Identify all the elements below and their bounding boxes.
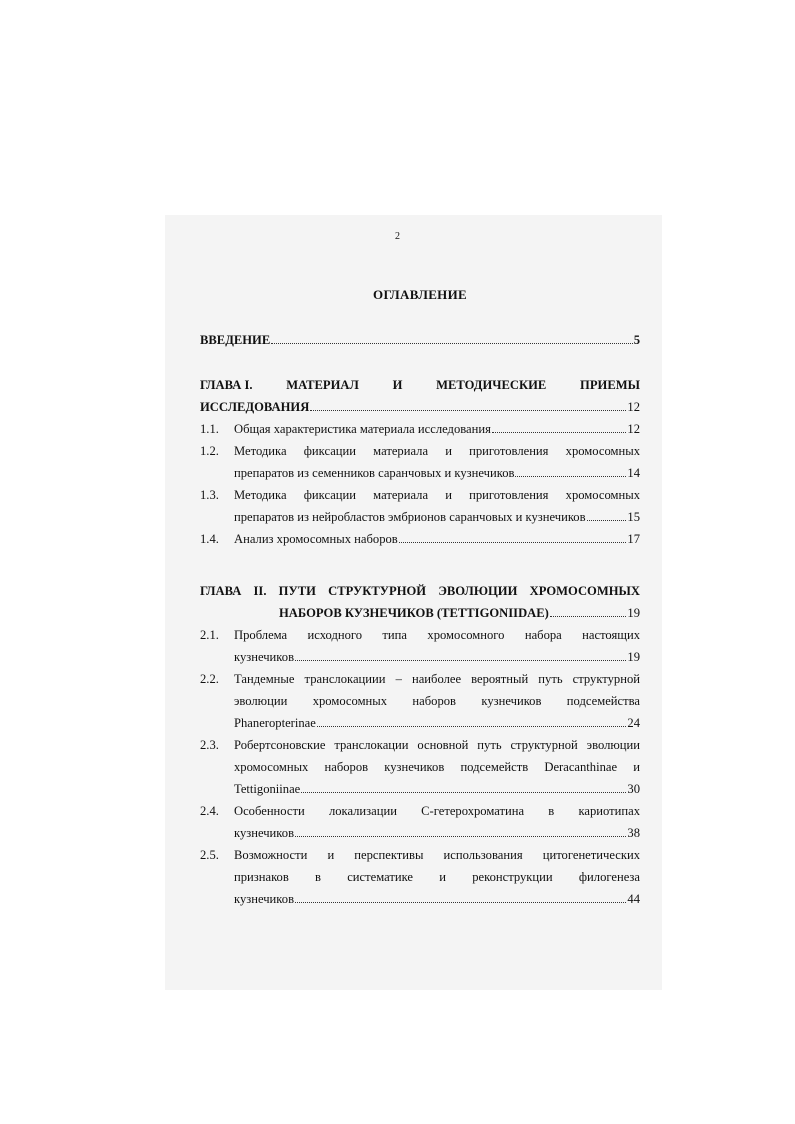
toc-item-text: Тандемные транслокациии – наиболее вероятный путь структурной — [234, 672, 640, 686]
toc-item-1-2 — [200, 440, 640, 484]
toc-intro-label: ВВЕДЕНИЕ — [200, 333, 271, 347]
toc-item-number: 2.4. — [200, 804, 219, 818]
toc-item-text: Методика фиксации материала и приготовления хромосомных — [234, 444, 640, 458]
toc-item-text: препаратов из нейробластов эмбрионов саранчовых и кузнечиков — [234, 510, 586, 524]
toc-item-text: хромосомных наборов кузнечиков подсемейств Deracanthinae и — [234, 760, 640, 774]
toc-item-2-4 — [200, 800, 640, 844]
toc-page-number: 19 — [627, 606, 640, 620]
chapter-heading-word: МАТЕРИАЛ — [286, 378, 359, 392]
dot-leader — [310, 400, 626, 411]
toc-page-number: 38 — [627, 826, 640, 840]
toc-item-text: эволюции хромосомных наборов кузнечиков подсемейства — [234, 694, 640, 708]
toc-page-number: 15 — [627, 510, 640, 524]
toc-item-text: Phaneropterinae — [234, 716, 316, 730]
toc-item-number: 1.3. — [200, 488, 219, 502]
toc-page-number: 5 — [633, 333, 640, 347]
dot-leader — [399, 532, 627, 543]
dot-leader — [317, 716, 627, 727]
toc-page-number: 12 — [627, 422, 640, 436]
dot-leader — [515, 466, 626, 477]
dot-leader — [492, 422, 627, 433]
toc-item-text: кузнечиков — [234, 826, 295, 840]
dot-leader — [550, 606, 627, 617]
dot-leader — [295, 826, 626, 837]
toc-item-number: 2.2. — [200, 672, 219, 686]
toc-item-text: Общая характеристика материала исследования — [234, 422, 491, 436]
toc-page-number: 24 — [627, 716, 640, 730]
toc-item-text: Методика фиксации материала и приготовления хромосомных — [234, 488, 640, 502]
dot-leader — [587, 510, 627, 521]
dot-leader — [295, 650, 626, 661]
chapter-heading-line: ИССЛЕДОВАНИЯ — [200, 400, 310, 414]
toc-item-number: 2.1. — [200, 628, 219, 642]
toc-item-number: 1.1. — [200, 422, 219, 436]
chapter-heading-line: ГЛАВА II. ПУТИ СТРУКТУРНОЙ ЭВОЛЮЦИИ ХРОМОСОМНЫХ — [200, 584, 640, 598]
chapter-heading-word: ПРИЕМЫ — [580, 378, 640, 392]
toc-item-2-5 — [200, 844, 640, 910]
toc-item-1-1 — [200, 418, 640, 440]
toc-page-number: 44 — [627, 892, 640, 906]
toc-chapter-1 — [200, 374, 640, 550]
page-title: ОГЛАВЛЕНИЕ — [373, 287, 467, 302]
toc-item-text: Проблема исходного типа хромосомного набора настоящих — [234, 628, 640, 642]
toc-chapter-2 — [200, 580, 640, 910]
toc-item-text: Возможности и перспективы использования цитогенетических — [234, 848, 640, 862]
toc-item-number: 2.5. — [200, 848, 219, 862]
chapter-heading-line: НАБОРОВ КУЗНЕЧИКОВ (TETTIGONIIDAE) — [279, 606, 549, 620]
toc-item-1-3 — [200, 484, 640, 528]
toc-item-2-1 — [200, 624, 640, 668]
chapter-heading-word: ГЛАВА I. — [200, 378, 253, 392]
toc-page-number: 12 — [627, 400, 640, 414]
toc-item-1-4 — [200, 528, 640, 550]
dot-leader — [271, 333, 632, 344]
chapter-heading-word: И — [392, 378, 403, 392]
toc-page-number: 30 — [627, 782, 640, 796]
toc-item-number: 2.3. — [200, 738, 219, 752]
toc-item-2-3 — [200, 734, 640, 800]
toc-page-number: 17 — [627, 532, 640, 546]
toc-item-text: кузнечиков — [234, 650, 295, 664]
toc-item-text: Робертсоновские транслокации основной путь структурной эволюции — [234, 738, 640, 752]
toc-entry-intro — [200, 329, 640, 351]
chapter-heading-word: МЕТОДИЧЕСКИЕ — [436, 378, 547, 392]
toc-item-number: 1.4. — [200, 532, 219, 546]
toc-page-number: 19 — [627, 650, 640, 664]
toc-item-text: кузнечиков — [234, 892, 295, 906]
toc-item-text: признаков в систематике и реконструкции филогенеза — [234, 870, 640, 884]
toc-page-number: 14 — [627, 466, 640, 480]
toc-item-text: препаратов из семенников саранчовых и кузнечиков — [234, 466, 515, 480]
toc-item-text: Tettigoniinae — [234, 782, 301, 796]
dot-leader — [295, 892, 626, 903]
toc-item-number: 1.2. — [200, 444, 219, 458]
toc-item-2-2 — [200, 668, 640, 734]
toc-item-text: Анализ хромосомных наборов — [234, 532, 398, 546]
dot-leader — [301, 782, 626, 793]
toc-item-text: Особенности локализации С-гетерохроматина в кариотипах — [234, 804, 640, 818]
page-number: 2 — [395, 231, 400, 242]
